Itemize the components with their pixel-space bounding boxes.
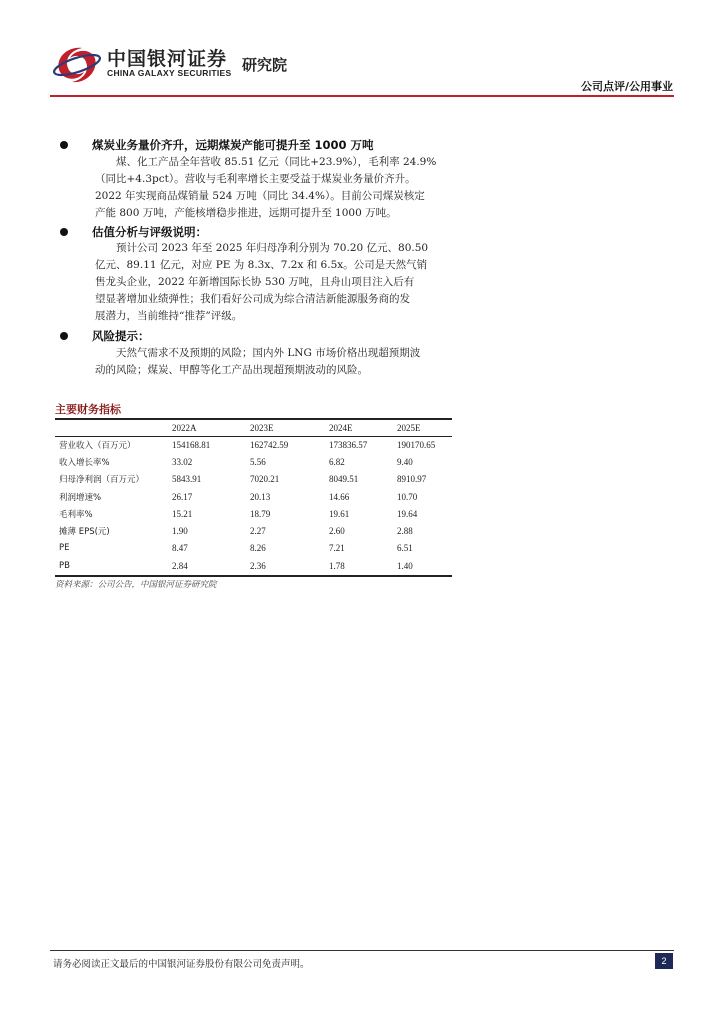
table-row	[55, 505, 452, 522]
bullet-icon	[60, 141, 68, 149]
page-header	[0, 0, 724, 100]
table-row	[55, 471, 452, 488]
table-row	[55, 522, 452, 539]
row-label: 收入增长率%	[59, 457, 110, 468]
table-row	[55, 557, 452, 574]
row-label: 利润增速%	[59, 492, 102, 503]
table-cell: 9.40	[397, 456, 413, 467]
table-cell: 19.64	[397, 508, 418, 519]
table-bottom-rule	[55, 575, 452, 577]
section-heading-coal	[60, 137, 374, 153]
table-source-note: 资料来源：公司公告，中国银河证券研究院	[55, 580, 217, 590]
table-cell: 14.66	[329, 491, 350, 502]
table-row	[55, 540, 452, 557]
table-row	[55, 453, 452, 470]
table-cell: 2.84	[172, 560, 188, 571]
table-cell: 2.27	[250, 526, 266, 537]
column-header: 2022A	[172, 423, 197, 433]
table-cell: 173836.57	[329, 439, 368, 450]
institute-label: 研究院	[242, 56, 288, 74]
table-title: 主要财务指标	[55, 403, 121, 416]
table-cell: 5843.91	[172, 474, 202, 485]
paragraph-line: 天然气需求不及预期的风险；国内外 LNG 市场价格出现超预期波	[116, 347, 421, 359]
table-cell: 19.61	[329, 508, 350, 519]
row-label: PB	[59, 560, 70, 571]
table-row	[55, 436, 452, 453]
table-cell: 33.02	[172, 456, 193, 467]
table-cell: 20.13	[250, 491, 271, 502]
row-label: 营业收入（百万元）	[59, 440, 136, 451]
row-label: 毛利率%	[59, 509, 93, 520]
section-title: 煤炭业务量价齐升，远期煤炭产能可提升至 1000 万吨	[92, 138, 374, 152]
bullet-icon	[60, 228, 68, 236]
table-cell: 18.79	[250, 508, 271, 519]
column-header: 2023E	[250, 423, 274, 433]
section-body-valuation	[95, 240, 655, 325]
table-cell: 1.40	[397, 560, 413, 571]
table-header-rule	[55, 436, 452, 437]
brand-name-en: CHINA GALAXY SECURITIES	[107, 68, 232, 78]
footer-disclaimer: 请务必阅读正文最后的中国银河证券股份有限公司免责声明。	[53, 959, 310, 970]
page-number: 2	[655, 953, 673, 969]
table-row	[55, 488, 452, 505]
galaxy-logo-icon	[50, 42, 104, 88]
table-cell: 2.88	[397, 526, 413, 537]
table-cell: 10.70	[397, 491, 418, 502]
row-label: 归母净利润（百万元）	[59, 475, 145, 486]
footer-divider	[50, 950, 674, 951]
table-cell: 1.78	[329, 560, 345, 571]
section-heading-valuation	[60, 224, 207, 240]
table-cell: 7.21	[329, 543, 345, 554]
paragraph-line: （同比+4.3pct）。营收与毛利率增长主要受益于煤炭业务量价齐升。	[95, 173, 416, 185]
table-cell: 190170.65	[397, 439, 436, 450]
table-cell: 8049.51	[329, 474, 359, 485]
column-header	[55, 420, 172, 436]
table-cell: 8910.97	[397, 474, 427, 485]
table-header-row	[55, 420, 452, 436]
paragraph-line: 煤、化工产品全年营收 85.51 亿元（同比+23.9%），毛利率 24.9%	[116, 156, 437, 168]
table-cell: 154168.81	[172, 439, 211, 450]
row-label: 摊薄 EPS(元)	[59, 527, 110, 538]
brand-name-cn: 中国银河证券	[107, 48, 228, 70]
row-label: PE	[59, 543, 70, 554]
table-cell: 6.51	[397, 543, 413, 554]
section-body-coal	[95, 154, 655, 222]
column-header: 2024E	[329, 423, 353, 433]
table-cell: 8.26	[250, 543, 266, 554]
section-title: 估值分析与评级说明：	[92, 225, 207, 239]
table-cell: 5.56	[250, 456, 266, 467]
table-cell: 8.47	[172, 543, 188, 554]
column-header: 2025E	[397, 423, 421, 433]
paragraph-line: 望显著增加业绩弹性；我们看好公司成为综合清洁新能源服务商的发	[95, 293, 410, 305]
paragraph-line: 动的风险；煤炭、甲醇等化工产品出现超预期波动的风险。	[95, 364, 368, 376]
financial-metrics-table	[55, 420, 452, 574]
header-divider	[50, 95, 674, 97]
table-cell: 6.82	[329, 456, 345, 467]
table-cell: 7020.21	[250, 474, 280, 485]
section-heading-risk	[60, 328, 150, 344]
section-title: 风险提示：	[92, 329, 150, 343]
document-category: 公司点评/公用事业	[580, 80, 673, 93]
bullet-icon	[60, 332, 68, 340]
table-cell: 15.21	[172, 508, 193, 519]
table-cell: 26.17	[172, 491, 193, 502]
paragraph-line: 售龙头企业，2022 年新增国际长协 530 万吨，且舟山项目注入后有	[95, 276, 415, 288]
paragraph-line: 预计公司 2023 年至 2025 年归母净利分别为 70.20 亿元、80.50	[116, 242, 429, 254]
paragraph-line: 展潜力，当前维持“推荐”评级。	[95, 310, 243, 322]
paragraph-line: 2022 年实现商品煤销量 524 万吨（同比 34.4%）。目前公司煤炭核定	[95, 190, 425, 202]
table-cell: 162742.59	[250, 439, 289, 450]
table-cell: 1.90	[172, 526, 188, 537]
paragraph-line: 亿元、89.11 亿元，对应 PE 为 8.3x、7.2x 和 6.5x。公司是天然气销	[95, 259, 428, 271]
table-cell: 2.60	[329, 526, 345, 537]
table-cell: 2.36	[250, 560, 266, 571]
section-body-risk	[95, 345, 655, 379]
paragraph-line: 产能 800 万吨，产能核增稳步推进，远期可提升至 1000 万吨。	[95, 207, 397, 219]
